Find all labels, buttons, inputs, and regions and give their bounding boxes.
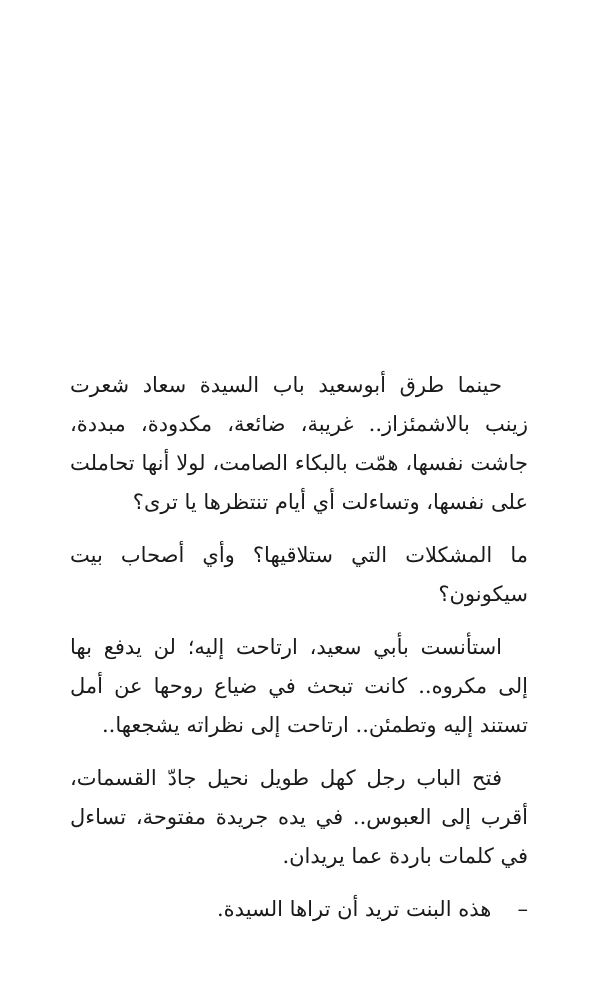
paragraph-2: ما المشكلات التي ستلاقيها؟ وأي أصحاب بيت سيكونون؟	[70, 543, 528, 606]
dialogue-line	[70, 890, 528, 929]
dialogue-dash: –	[517, 897, 528, 921]
dialogue-text: هذه البنت تريد أن تراها السيدة.	[217, 897, 492, 921]
paragraph-4: فتح الباب رجل كهل طويل نحيل جادّ القسمات، أقرب إلى العبوس.. في يده جريدة مفتوحة، تساءل في كلمات باردة عما يريدان.	[70, 766, 528, 868]
page-text	[70, 366, 528, 929]
paragraph-3: استأنست بأبي سعيد، ارتاحت إليه؛ لن يدفع بها إلى مكروه.. كانت تبحث في ضياع روحها عن أمل تستند إليه وتطمئن.. ارتاحت إلى نظراته يشجعها..	[70, 635, 528, 737]
paragraph-1: حينما طرق أبوسعيد باب السيدة سعاد شعرت زينب بالاشمئزاز.. غريبة، ضائعة، مكدودة، مبددة، جاشت نفسها، همّت بالبكاء الصامت، لولا أنها تحاملت على نفسها، وتساءلت أي أيام تنتظرها يا ترى؟	[70, 373, 528, 514]
